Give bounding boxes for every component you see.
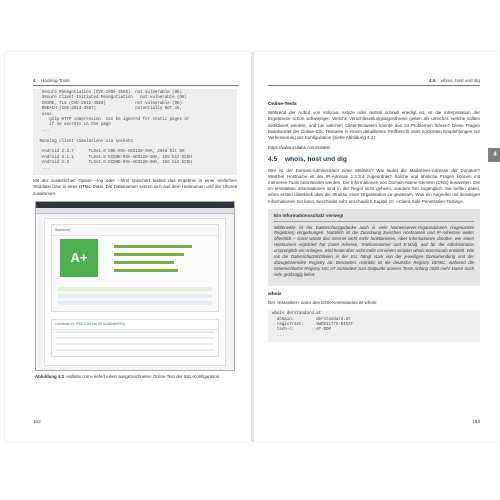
score-bar-certificate	[114, 245, 192, 249]
book-spread	[0, 52, 500, 442]
info-box-title: Ein Informationsschatz vorweg!	[274, 213, 474, 222]
ssllabs-screenshot	[35, 201, 235, 371]
summary-panel	[51, 224, 219, 312]
notice-bar	[58, 294, 212, 298]
section-heading	[268, 157, 480, 163]
right-page	[254, 52, 500, 442]
whois-intro: Der »Klassiker« unter den DNS-Kommandos ist whois:	[268, 299, 378, 305]
table-row	[56, 337, 214, 339]
left-page	[5, 52, 251, 442]
table-row	[56, 349, 214, 351]
ssllabs-report	[44, 218, 226, 366]
section-heading-number: 4.5	[268, 156, 278, 164]
code-text: Secure Renegotiation (CVE-2009-3555) not vulnerable (OK) Secure Client-Initiated Renegotiation not vulnerable (OK) CRIME, TLS (CVE-2012-4929) not vulnerable (OK) BREACH (CVE-2013-3587) potentially NOT ok, uses gzip HTTP compression. Can be ignored for static pages or if no secrets in the page ... Running client simulations via sockets Android 2.3.7 TLSv1.0 DHE-RSA-AES128-SHA, 2048 bit DH Android 4.1.1 TLSv1.0 ECDHE-RSA-AES128-SHA, 256 bit ECDH Android 4.3 TLSv1.0 ECDHE-RSA-AES128-SHA, 256 bit ECDH ...	[39, 91, 192, 171]
info-box	[268, 209, 480, 286]
online-tests-paragraph: Während der Aufruf von sslscan, sslyze oder testssl schnell erledigt ist, ist die Interpretation der Ergebnisse schon schwieriger: Welche Verschlüsselungsalgorithmen gelten als unsicher, welche sollten deaktiviert werden, und bei welchen Client-Browsern könnte das zu Problemen führen? Diese Fragen beantwortet der Online-SSL-Testseite in einem detaillierten Prüfbericht samt konkreten Empfehlungen zur Verbesserung der Konfiguration (siehe Abbildung 4.2):	[268, 110, 480, 141]
notice-bar	[58, 287, 212, 291]
notice-bar	[58, 301, 212, 305]
header-rule	[33, 85, 239, 86]
page-number-right: 163	[472, 419, 480, 424]
whois-heading: whois	[268, 291, 282, 297]
left-content	[33, 89, 237, 380]
browser-urlbar	[36, 208, 234, 214]
chapter-number: 4	[33, 78, 36, 83]
caption-text: »ssllabs.com« liefert einen ausgezeichneten Online-Test der SSL-Konfiguration.	[65, 373, 221, 379]
summary-title: Summary	[52, 225, 218, 236]
score-bar-cipher	[114, 269, 178, 273]
running-head-left	[33, 78, 70, 83]
section-title: whois, host und dig	[440, 78, 480, 83]
chapter-title: Hacking-Tools	[40, 78, 70, 83]
table-row	[56, 343, 214, 345]
code-block-testssl	[33, 89, 237, 175]
certificate-panel	[51, 319, 219, 357]
right-content	[268, 102, 480, 342]
code-block-whois	[268, 310, 480, 342]
section-paragraph: Wer ist der Domain-Administrator einer Website? Wie lautet die Mailserver-Adresse der Domäne? Welcher Hostname ist der IP-Adresse 1.2.3.4 zugeordnet? Solche und ähnliche Fragen können mit mehreren Tools beantwortet werden. Die Informationen von Domain-Name-Servern (DNS) auswerten. Die so ermittelten Informationen sind in der Regel nicht geheim, sondern frei zugänglich. Sie helfen dabei, einen ersten Überblick über die Struktur einer Organisation zu gewinnen. Was ein Angreifer mit derartigen Informationen tun kann, beschreibt sehr anschaulich Kapitel 10, »Client-Side Penetration-Testing«.	[268, 167, 480, 204]
certificate-title: Certificate #1: RSA 2048 bits (SHA256withRSA)	[52, 320, 218, 330]
info-box-text: Mittlerweile ist der Datenschutzgedanke auch in viele Namenserver-Organisationen (sogenannte Registries) vorgedrungen. Natürlich ist die Zuordnung zwischen Hostnamen und IP-Adressen weiter öffentlich – sonst würde das Internet nicht mehr funktionieren. Aber Informationen darüber, wer einen Hostnamen registriert hat (samt Adresse, Telefonnummer und E-Mail), war für die Administration ursprünglich ein Anliegen, wird heute aber nicht mehr mit einem simplen whois-Kommando ermittelt. Wie mit die Datenschutzrichtlinien in der EU, hängt stark von der jeweiligen Domainendung und der dazugehörenden Registry ab. Besonders restriktiv ist die deutsche Registry DENIC, während die österreichische Registry NIC.AT zumindest zum Zeitpunkt unserer Tests Anfang 2020 mehr Daten noch sehr großzügig liefert.	[274, 224, 474, 277]
online-tests-heading: Online-Tests	[268, 102, 297, 107]
section-heading-title: whois, host und dig	[285, 156, 347, 164]
whois-code-text: whois derstandard.at domain: derstandard.at registrant: SWRD11776-NICAT tech-c: AT-DOM ...	[272, 312, 354, 338]
score-bar-key-exchange	[114, 261, 174, 265]
intro-paragraph: Mit der zusätzlichen Option --log oder --html speichert testssl das Ergebnis in einer einfachen Textdatei bzw. in einer HTML-Datei. Die Dateinamen setzen sich aus dem Hostnamen und der Uhrzeit zusammen.	[33, 178, 237, 196]
chapter-thumb-tab: 4	[488, 148, 500, 162]
page-number-left: 162	[33, 419, 41, 424]
table-row	[56, 331, 214, 333]
figure-caption	[35, 374, 235, 380]
running-head-right	[429, 78, 480, 83]
header-rule	[268, 85, 480, 86]
section-number: 4.5	[429, 78, 436, 83]
score-bar-protocol	[114, 253, 184, 257]
caption-label: Abbildung 4.2	[35, 373, 65, 379]
grade-badge: A+	[60, 239, 98, 277]
ssllabs-url: https://www.ssllabs.com/ssltest	[268, 145, 330, 151]
